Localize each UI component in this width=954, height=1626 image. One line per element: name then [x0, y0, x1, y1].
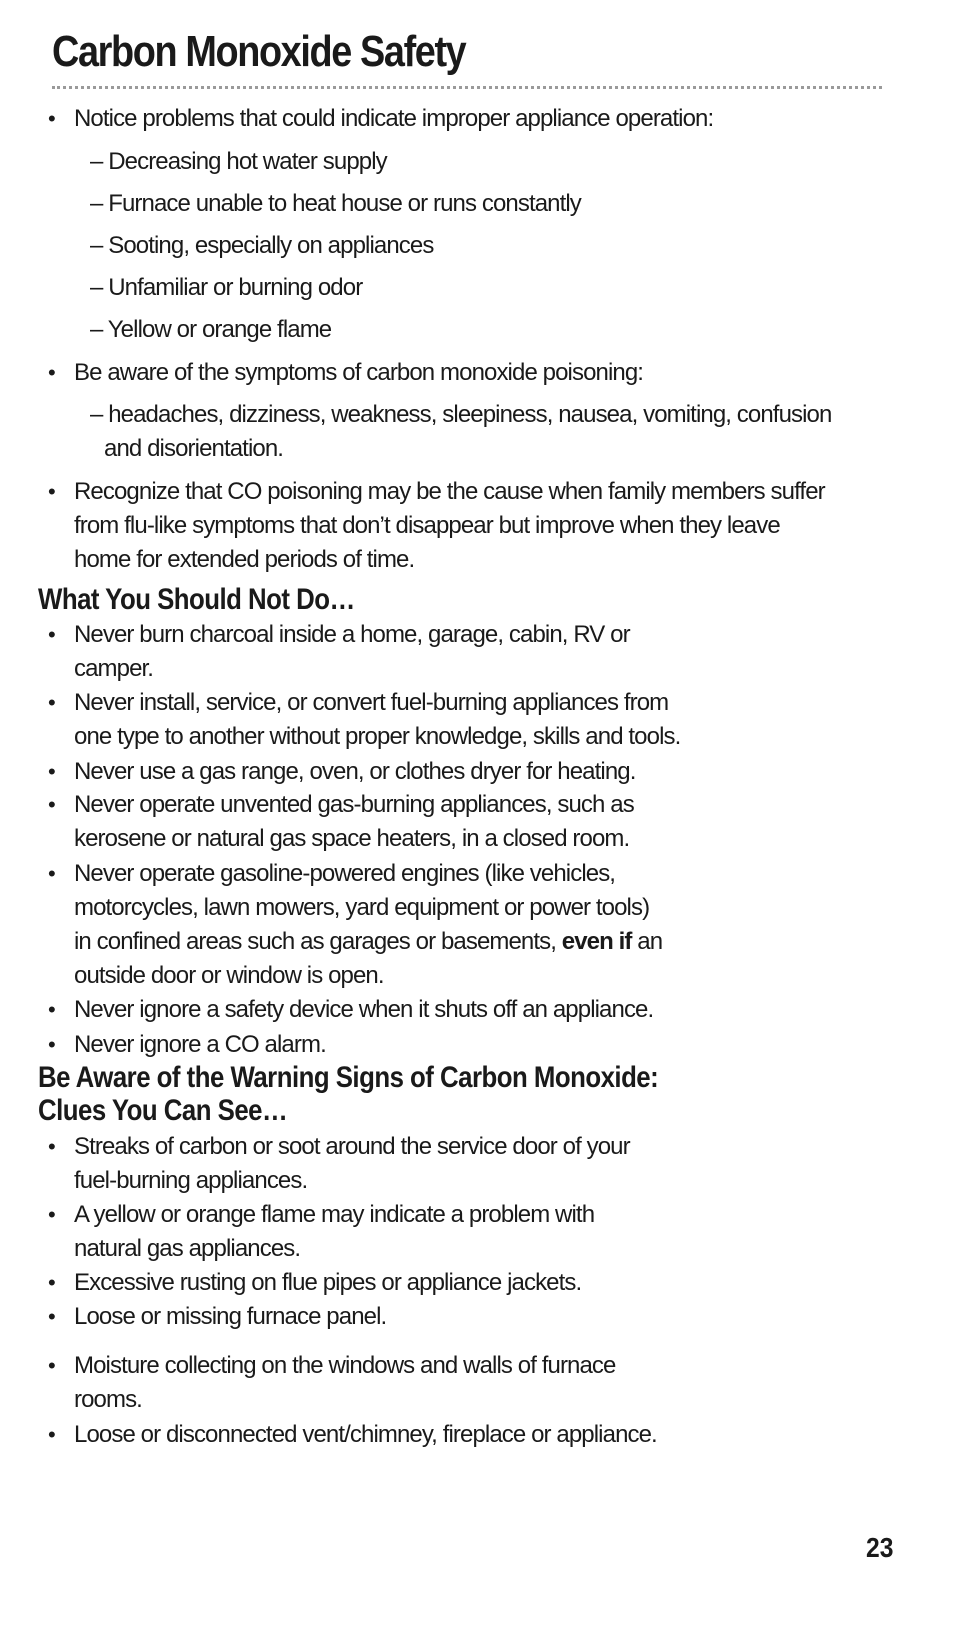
list-item-text: kerosene or natural gas space heaters, in a closed room. [74, 825, 630, 852]
list-item-text: Moisture collecting on the windows and walls of furnace [74, 1352, 616, 1379]
list-item-text: Never install, service, or convert fuel-burning appliances from [74, 689, 669, 716]
list-item-text: from flu-like symptoms that don’t disappear but improve when they leave [74, 512, 780, 539]
list-item-text: Never ignore a safety device when it shuts off an appliance. [74, 996, 654, 1023]
list-item-text: Loose or missing furnace panel. [74, 1303, 387, 1330]
bullet-icon: • [48, 861, 55, 886]
text-run: in confined areas such as garages or basements, [74, 928, 562, 955]
list-item-text: Loose or disconnected vent/chimney, fireplace or appliance. [74, 1421, 657, 1448]
sub-list-item-continuation: and disorientation. [104, 435, 284, 462]
list-item-text: Be aware of the symptoms of carbon monoxide poisoning: [74, 359, 644, 386]
bullet-icon: • [48, 759, 55, 784]
list-item-text: fuel-burning appliances. [74, 1167, 308, 1194]
bullet-icon: • [48, 690, 55, 715]
list-item-text: home for extended periods of time. [74, 546, 415, 573]
list-item-text: natural gas appliances. [74, 1235, 301, 1262]
section-heading-not-do: What You Should Not Do… [38, 583, 355, 616]
text-run: an [631, 928, 663, 955]
dotted-divider [52, 86, 882, 89]
list-item-text: Never use a gas range, oven, or clothes dryer for heating. [74, 758, 636, 785]
list-item-text: camper. [74, 655, 154, 682]
list-item-text: outside door or window is open. [74, 962, 384, 989]
list-item-text: rooms. [74, 1386, 142, 1413]
bullet-icon: • [48, 1353, 55, 1378]
section-heading-warning: Be Aware of the Warning Signs of Carbon Monoxide: [38, 1061, 659, 1094]
bullet-icon: • [48, 1270, 55, 1295]
bullet-icon: • [48, 479, 55, 504]
list-item-text [74, 924, 662, 959]
bullet-icon: • [48, 1422, 55, 1447]
list-item-text: A yellow or orange flame may indicate a problem with [74, 1201, 595, 1228]
list-item-text: Notice problems that could indicate improper appliance operation: [74, 105, 714, 132]
list-item-text: Never operate gasoline-powered engines (like vehicles, [74, 860, 616, 887]
sub-list-item: – Furnace unable to heat house or runs constantly [90, 190, 581, 217]
page-title: Carbon Monoxide Safety [52, 27, 466, 76]
section-subheading-clues: Clues You Can See… [38, 1094, 288, 1127]
bullet-icon: • [48, 792, 55, 817]
list-item-text: Excessive rusting on flue pipes or appliance jackets. [74, 1269, 582, 1296]
sub-list-item: – Yellow or orange flame [90, 316, 332, 343]
list-item-text: Streaks of carbon or soot around the service door of your [74, 1133, 630, 1160]
list-item-text: Never operate unvented gas-burning appliances, such as [74, 791, 634, 818]
sub-list-item: – Sooting, especially on appliances [90, 232, 434, 259]
list-item-text: Never ignore a CO alarm. [74, 1031, 326, 1058]
sub-list-item: – headaches, dizziness, weakness, sleepiness, nausea, vomiting, confusion [90, 401, 832, 428]
bullet-icon: • [48, 1202, 55, 1227]
bullet-icon: • [48, 1304, 55, 1329]
page-number: 23 [866, 1532, 894, 1563]
list-item-text: Never burn charcoal inside a home, garage, cabin, RV or [74, 621, 630, 648]
bullet-icon: • [48, 1134, 55, 1159]
bullet-icon: • [48, 622, 55, 647]
sub-list-item: – Unfamiliar or burning odor [90, 274, 363, 301]
bullet-icon: • [48, 106, 55, 131]
bullet-icon: • [48, 997, 55, 1022]
list-item-text: Recognize that CO poisoning may be the cause when family members suffer [74, 478, 825, 505]
list-item-text: motorcycles, lawn mowers, yard equipment or power tools) [74, 894, 650, 921]
bullet-icon: • [48, 360, 55, 385]
bullet-icon: • [48, 1032, 55, 1057]
sub-list-item: – Decreasing hot water supply [90, 148, 387, 175]
list-item-text: one type to another without proper knowledge, skills and tools. [74, 723, 681, 750]
emphasis-text: even if [561, 928, 632, 955]
